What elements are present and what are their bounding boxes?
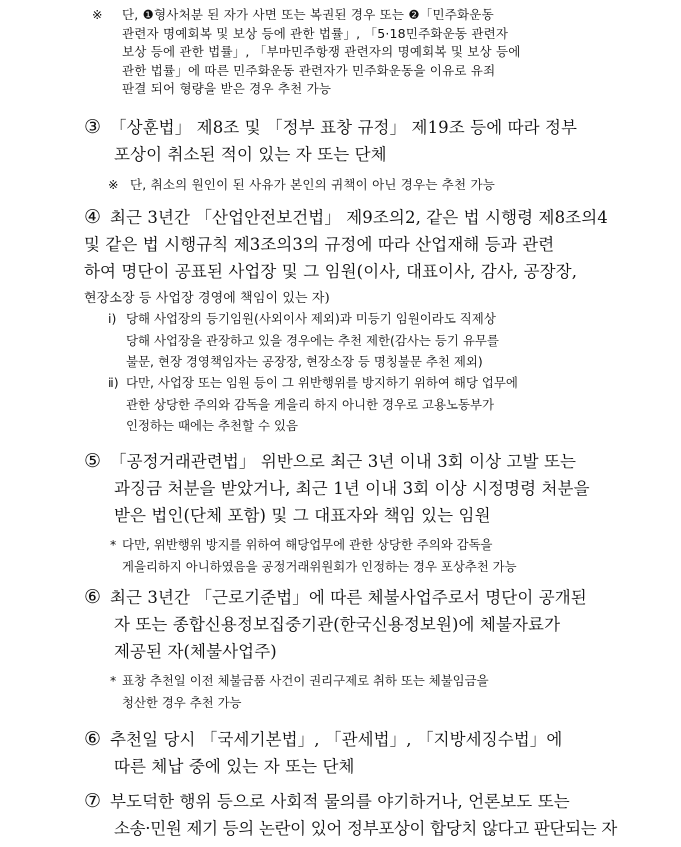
item-number: ④ <box>84 206 102 228</box>
note-marker: ※ <box>108 177 119 192</box>
note-marker: ※ <box>92 7 103 22</box>
note-marker: ⅰ) <box>108 311 117 326</box>
note-4-i <box>108 308 678 373</box>
item-line: 자 또는 종합신용정보집중기관(한국신용정보원)에 체불자료가 <box>114 615 561 634</box>
item-line: 하여 명단이 공표된 사업장 및 그 임원(이사, 대표이사, 감사, 공장장, <box>84 262 578 281</box>
item-4 <box>84 204 674 312</box>
note-line: 단, 취소의 원인이 된 사유가 본인의 귀책이 아닌 경우는 추천 가능 <box>130 177 496 192</box>
note-line: 보상 등에 관한 법률」, 「부마민주항쟁 관련자의 명예회복 및 보상 등에 <box>122 44 521 59</box>
note-line: 표창 추천일 이전 체불금품 사건이 권리구제로 취하 또는 체불임금을 <box>122 673 489 688</box>
note-line: 당해 사업장의 등기임원(사외이사 제외)과 미등기 임원이라도 직제상 <box>126 311 496 326</box>
note-pardon <box>84 6 674 99</box>
note-line: 불문, 현장 경영책임자는 공장장, 현장소장 등 명칭불문 추천 제외) <box>126 354 483 369</box>
item-line: 제공된 자(체불사업주) <box>114 642 277 661</box>
note-line: 인정하는 때에는 추천할 수 있음 <box>126 418 299 433</box>
item-number: ⑥ <box>84 728 102 750</box>
item-line: 현장소장 등 사업장 경영에 책임이 있는 자) <box>84 291 330 306</box>
item-number: ⑦ <box>84 790 102 812</box>
item-line: 따른 체납 중에 있는 자 또는 단체 <box>114 757 355 776</box>
item-line: 과징금 처분을 받았거나, 최근 1년 이내 3회 이상 시정명령 처분을 <box>114 479 590 498</box>
item-6a <box>84 584 674 665</box>
note-line: 관한 법률」에 따른 민주화운동 관련자가 민주화운동을 이유로 유죄 <box>122 62 496 78</box>
note-4-ii <box>108 372 678 437</box>
note-5 <box>110 534 680 577</box>
note-line: 단, ❶형사처분 된 자가 사면 또는 복권된 경우 또는 ❷「민주화운동 <box>122 7 494 22</box>
item-line: 및 같은 법 시행규칙 제3조의3의 규정에 따라 산업재해 등과 관련 <box>84 235 555 254</box>
note-marker: * <box>110 673 117 688</box>
note-6 <box>110 670 680 713</box>
item-line: 소송·민원 제기 등의 논란이 있어 정부포상이 합당치 않다고 판단되는 자 <box>114 819 617 838</box>
item-5 <box>84 448 674 529</box>
item-line: 추천일 당시 「국세기본법」, 「관세법」, 「지방세징수법」에 <box>110 730 563 749</box>
note-line: 다만, 위반행위 방지를 위하여 해당업무에 관한 상당한 주의와 감독을 <box>122 537 493 552</box>
note-line: 당해 사업장을 관장하고 있을 경우에는 추천 제한(감사는 등기 유무를 <box>126 332 499 348</box>
item-line: 최근 3년간 「근로기준법」에 따른 체불사업주로서 명단이 공개된 <box>110 588 587 607</box>
note-marker: * <box>110 537 117 552</box>
item-6b <box>84 726 674 780</box>
note-line: 판결 되어 형량을 받은 경우 추천 가능 <box>122 81 332 96</box>
note-line: 게을리하지 아니하였음을 공정거래위원회가 인정하는 경우 포상추천 가능 <box>122 558 517 574</box>
note-line: 다만, 사업장 또는 임원 등이 그 위반행위를 방지하기 위하여 해당 업무에 <box>126 375 518 390</box>
item-3 <box>84 114 674 168</box>
note-line: 관한 상당한 주의와 감독을 게을리 하지 아니한 경우로 고용노동부가 <box>126 396 495 412</box>
note-marker: ⅱ) <box>108 375 119 390</box>
item-line: 받은 법인(단체 포함) 및 그 대표자와 책임 있는 임원 <box>114 506 491 525</box>
item-line: 「상훈법」 제8조 및 「정부 표창 규정」 제19조 등에 따라 정부 <box>110 118 578 137</box>
item-line: 최근 3년간 「산업안전보건법」 제9조의2, 같은 법 시행령 제8조의4 <box>110 208 608 227</box>
note-cancel-cause <box>108 176 668 195</box>
item-line: 포상이 취소된 적이 있는 자 또는 단체 <box>114 145 387 164</box>
item-number: ③ <box>84 116 102 138</box>
item-line: 부도덕한 행위 등으로 사회적 물의를 야기하거나, 언론보도 또는 <box>110 792 570 811</box>
note-line: 관련자 명예회복 및 보상 등에 관한 법률」, 「5·18민주화운동 관련자 <box>122 25 509 41</box>
item-line: 「공정거래관련법」 위반으로 최근 3년 이내 3회 이상 고발 또는 <box>110 452 577 471</box>
item-number: ⑤ <box>84 450 102 472</box>
item-number: ⑥ <box>84 586 102 608</box>
note-line: 청산한 경우 추천 가능 <box>122 694 242 710</box>
item-7 <box>84 788 674 842</box>
